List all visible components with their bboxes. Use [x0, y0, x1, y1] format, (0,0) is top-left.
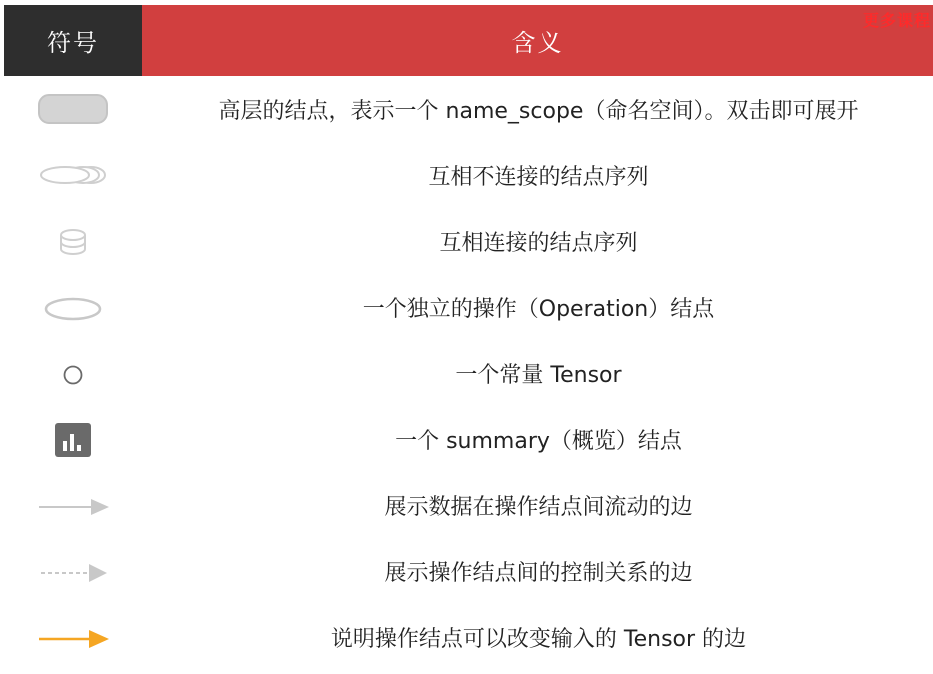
summary-bars-icon [33, 419, 113, 459]
ellipse-operation-icon [33, 287, 113, 327]
symbol-column-header: 符号 [4, 5, 142, 76]
meaning-column-header [142, 5, 933, 76]
table-row [4, 76, 933, 142]
table-header [4, 5, 933, 76]
symbol-legend-table [4, 5, 933, 670]
dashed-arrow-icon [33, 551, 113, 591]
row-meaning-text: 一个独立的操作（Operation）结点 [362, 296, 715, 322]
table-row [4, 208, 933, 274]
row-meaning-text: 互相不连接的结点序列 [428, 164, 649, 190]
meaning-column-label: 含义 [511, 29, 564, 57]
row-meaning-text: 互相连接的结点序列 [439, 230, 638, 256]
rounded-rect-node-icon [33, 89, 113, 129]
table-row [4, 472, 933, 538]
connected-series-icon [33, 221, 113, 261]
table-row [4, 142, 933, 208]
table-row [4, 406, 933, 472]
table-row [4, 340, 933, 406]
table-row [4, 538, 933, 604]
unconnected-series-icon [33, 155, 113, 195]
row-meaning-text: 展示操作结点间的控制关系的边 [384, 560, 693, 586]
row-meaning-text: 一个 summary（概览）结点 [395, 428, 682, 454]
circle-constant-icon [33, 353, 113, 393]
row-meaning-text: 展示数据在操作结点间流动的边 [384, 494, 693, 520]
solid-arrow-icon [33, 485, 113, 525]
table-row [4, 274, 933, 340]
row-meaning-text: 说明操作结点可以改变输入的 Tensor 的边 [330, 626, 747, 652]
row-meaning-text: 一个常量 Tensor [455, 362, 622, 388]
table-row [4, 604, 933, 670]
watermark-text: 更多课程 [862, 11, 931, 30]
orange-arrow-icon [33, 617, 113, 657]
row-meaning-text: 高层的结点，表示一个 name_scope（命名空间）。双击即可展开 [218, 98, 859, 124]
